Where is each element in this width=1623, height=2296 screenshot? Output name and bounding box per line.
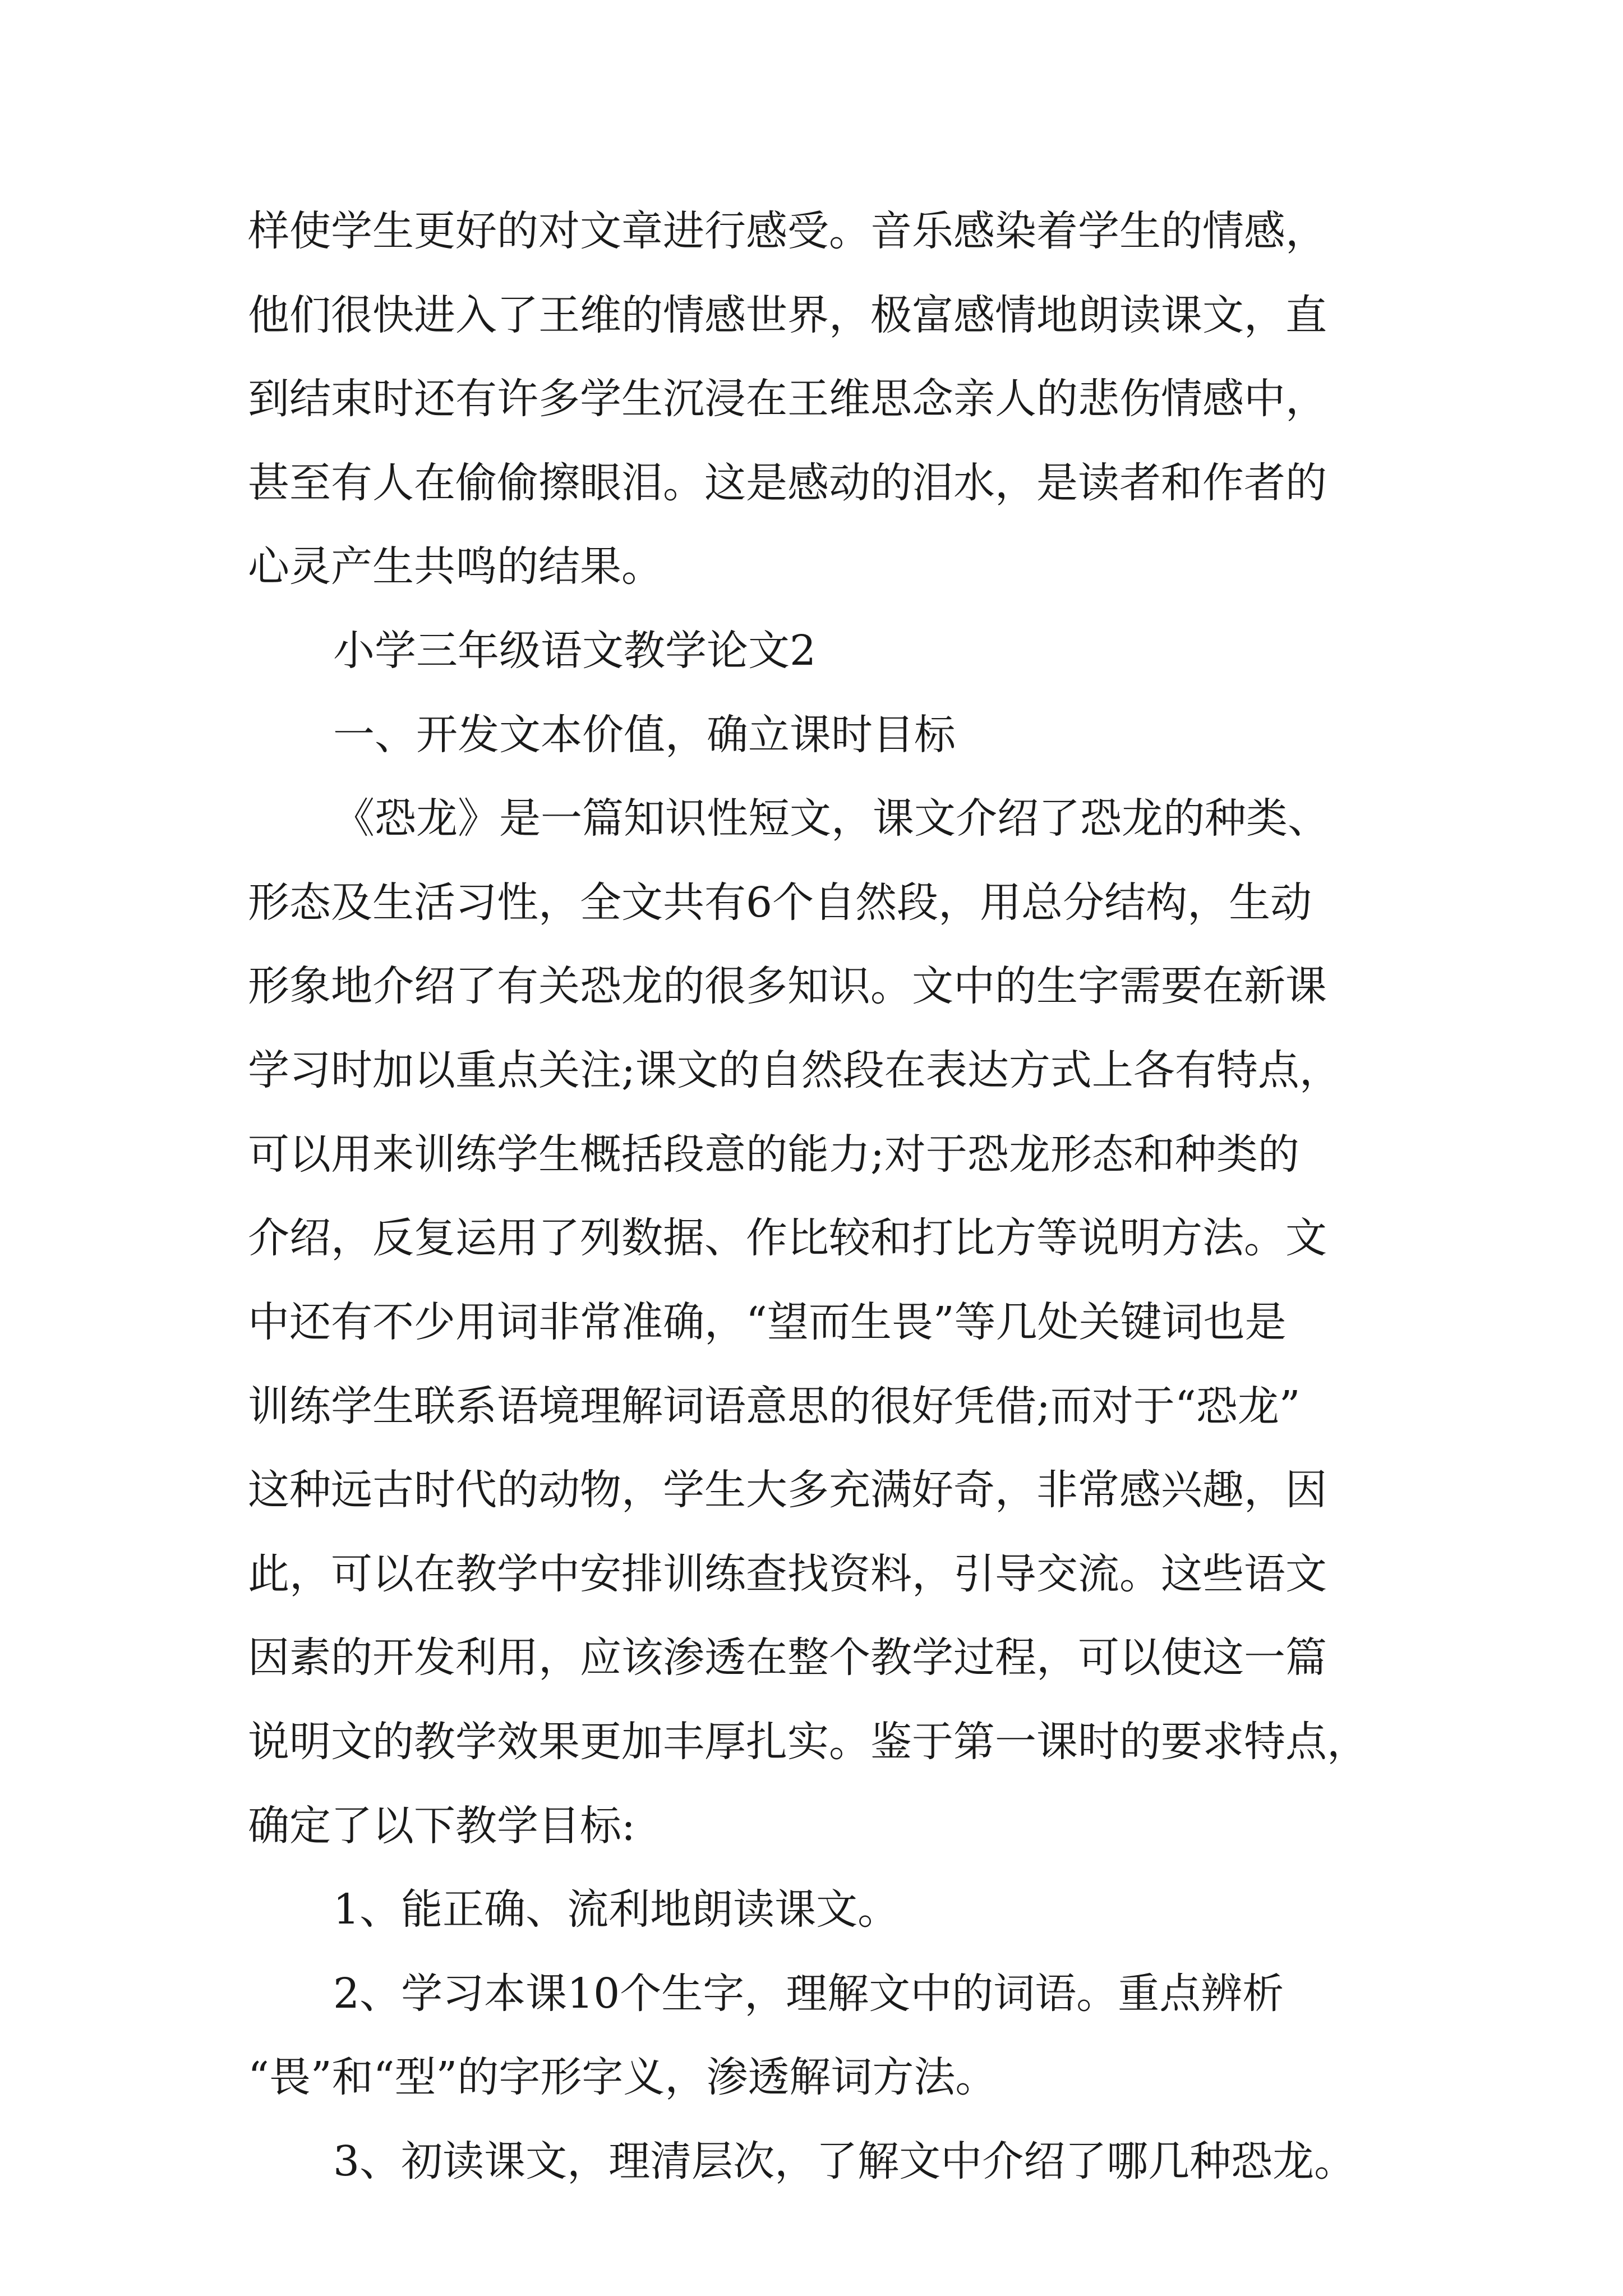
text-line: 3、初读课文，理清层次，了解文中介绍了哪几种恐龙。: [333, 2137, 1356, 2185]
text-line: 形象地介绍了有关恐龙的很多知识。文中的生字需要在新课: [248, 962, 1327, 1010]
text-line: 样使学生更好的对文章进行感受。音乐感染着学生的情感，: [248, 207, 1327, 255]
text-line: 确定了以下教学目标:: [248, 1802, 635, 1850]
text-line: 学习时加以重点关注;课文的自然段在表达方式上各有特点，: [248, 1046, 1341, 1094]
text-line: 介绍，反复运用了列数据、作比较和打比方等说明方法。文: [248, 1214, 1327, 1262]
text-line: 2、学习本课10个生字，理解文中的词语。重点辨析: [333, 1970, 1284, 2018]
text-line: 到结束时还有许多学生沉浸在王维思念亲人的悲伤情感中，: [248, 375, 1327, 423]
text-line: 《恐龙》是一篇知识性短文，课文介绍了恐龙的种类、: [333, 794, 1329, 843]
text-line: 心灵产生共鸣的结果。: [248, 542, 663, 591]
text-line: 可以用来训练学生概括段意的能力;对于恐龙形态和种类的: [248, 1130, 1299, 1179]
text-line: 这种远古时代的动物，学生大多充满好奇，非常感兴趣，因: [248, 1466, 1327, 1514]
text-line: 此，可以在教学中安排训练查找资料，引导交流。这些语文: [248, 1550, 1327, 1598]
text-line: 训练学生联系语境理解词语意思的很好凭借;而对于“恐龙”: [248, 1382, 1301, 1430]
text-line: 因素的开发利用，应该渗透在整个教学过程，可以使这一篇: [248, 1634, 1327, 1682]
text-line: “畏”和“型”的字形字义，渗透解词方法。: [248, 2053, 997, 2101]
text-line: 说明文的教学效果更加丰厚扎实。鉴于第一课时的要求特点，: [248, 1718, 1368, 1766]
text-line: 形态及生活习性，全文共有6个自然段，用总分结构，生动: [248, 878, 1312, 927]
text-line: 1、能正确、流利地朗读课文。: [333, 1885, 900, 1934]
section-title: 小学三年级语文教学论文2: [333, 627, 817, 675]
text-line: 他们很快进入了王维的情感世界，极富感情地朗读课文，直: [248, 291, 1327, 339]
text-line: 中还有不少用词非常准确，“望而生畏”等几处关键词也是: [248, 1298, 1287, 1346]
section-heading: 一、开发文本价值，确立课时目标: [333, 711, 956, 759]
text-line: 甚至有人在偷偷擦眼泪。这是感动的泪水，是读者和作者的: [248, 459, 1327, 507]
